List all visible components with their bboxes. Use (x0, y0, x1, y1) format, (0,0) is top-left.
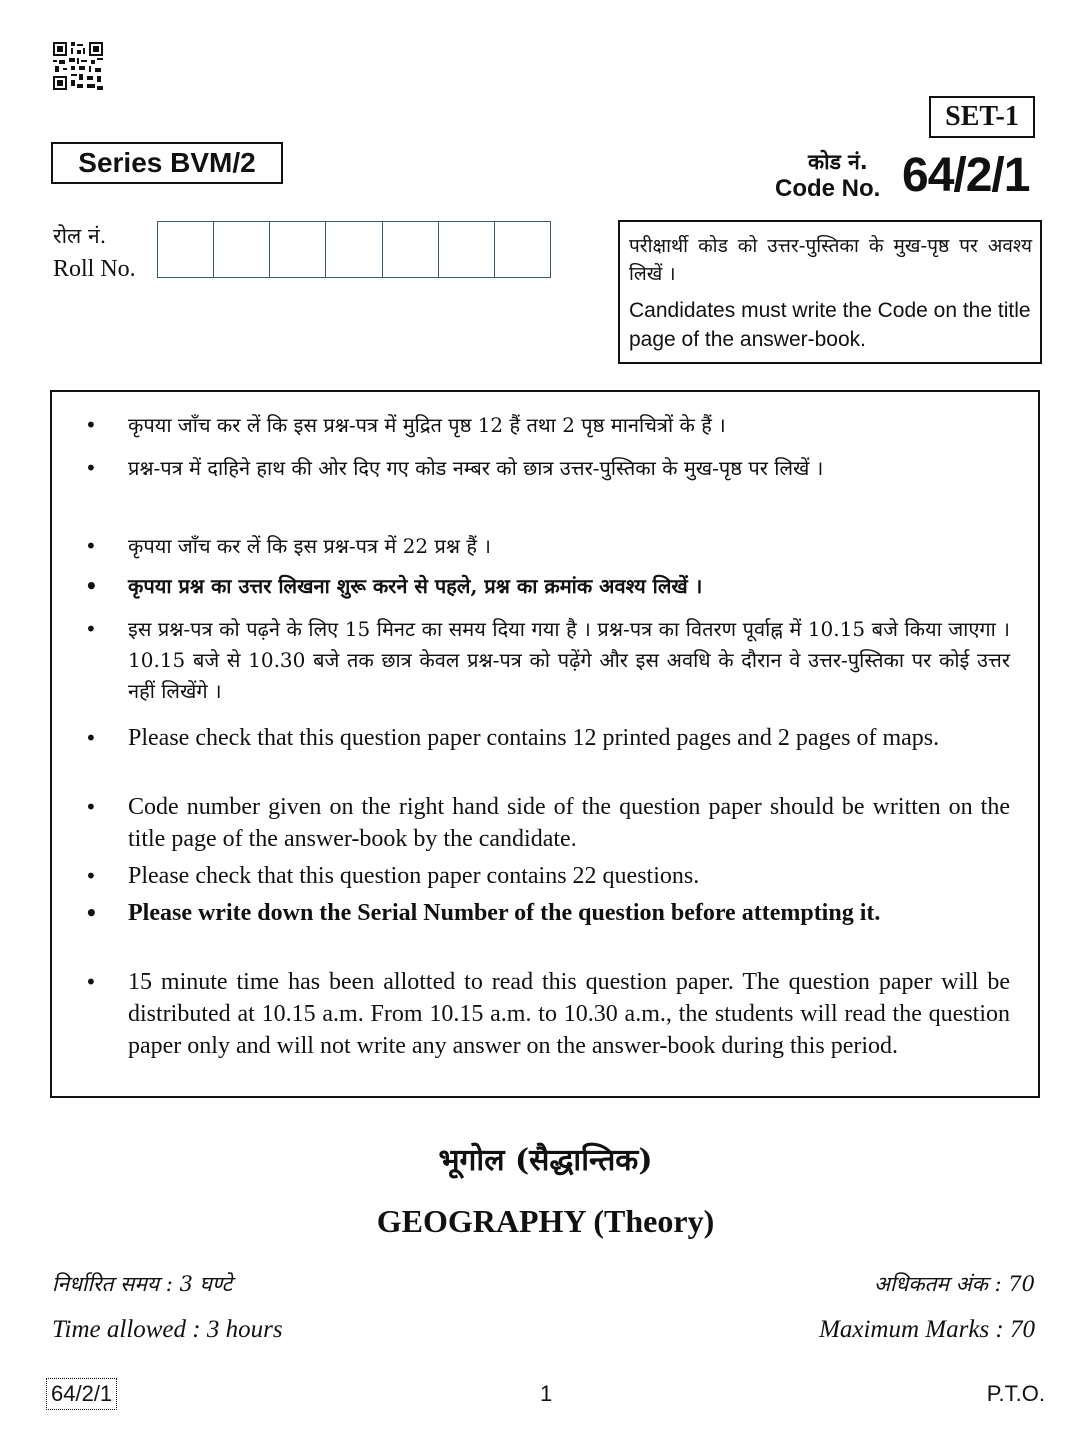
instruction-item: • 15 minute time has been allotted to read this question paper. The question paper will be distributed at 10.15 a.m. From 10.15 a.m. to 10.30 a.m., the students will read the question paper only and will not write any answer on the answer-book during this period. (128, 966, 1010, 1062)
instruction-item: • Please check that this question paper contains 22 questions. (128, 860, 1010, 892)
instruction-item: • इस प्रश्न-पत्र को पढ़ने के लिए 15 मिनट का समय दिया गया है । प्रश्न-पत्र का वितरण पूर्वाह्न में 10.15 बजे किया जाएगा । 10.15 बजे से 10.30 बजे तक छात्र केवल प्रश्न-पत्र को पढ़ेंगे और इस अवधि के दौरान वे उत्तर-पुस्तिका पर कोई उत्तर नहीं लिखेंगे । (128, 614, 1010, 707)
qr-code-icon (53, 42, 103, 90)
pto-label: P.T.O. (986, 1381, 1045, 1406)
instruction-item: • Please check that this question paper contains 12 printed pages and 2 pages of maps. (128, 722, 1010, 754)
code-number: 64/2/1 (902, 149, 1030, 202)
instructions-box (50, 390, 1040, 1098)
roll-digit-box[interactable] (158, 222, 214, 277)
instruction-item: • Please write down the Serial Number of the question before attempting it. (128, 897, 1010, 929)
instruction-item: • कृपया प्रश्न का उत्तर लिखना शुरू करने से पहले, प्रश्न का क्रमांक अवश्य लिखें । (128, 571, 1010, 602)
code-label-english: Code No. (775, 175, 881, 202)
instruction-item: • प्रश्न-पत्र में दाहिने हाथ की ओर दिए गए कोड नम्बर को छात्र उत्तर-पुस्तिका के मुख-पृष्ठ पर लिखें । (128, 453, 1010, 484)
roll-label-hindi: रोल नं. (53, 224, 107, 248)
roll-digit-box[interactable] (439, 222, 495, 277)
candidate-note-english: Candidates must write the Code on the title page of the answer-book. (629, 299, 1031, 351)
subject-title-hindi: भूगोल (सैद्धान्तिक) (438, 1143, 653, 1178)
set-label: SET-1 (929, 96, 1035, 138)
roll-digit-box[interactable] (214, 222, 270, 277)
roll-label-english: Roll No. (53, 256, 136, 282)
code-label-hindi: कोड नं. (808, 150, 868, 174)
time-allowed-english: Time allowed : 3 hours (52, 1316, 283, 1343)
roll-digit-box[interactable] (383, 222, 439, 277)
roll-number-boxes[interactable] (157, 221, 551, 278)
maximum-marks-hindi: अधिकतम अंक : 70 (873, 1272, 1035, 1296)
series-label: Series BVM/2 (51, 142, 283, 184)
candidate-note-hindi: परीक्षार्थी कोड को उत्तर-पुस्तिका के मुख-पृष्ठ पर अवश्य लिखें । (629, 235, 1032, 285)
instruction-item: • Code number given on the right hand side of the question paper should be written on the title page of the answer-book by the candidate. (128, 791, 1010, 855)
page-number: 1 (540, 1381, 553, 1406)
subject-title-english: GEOGRAPHY (Theory) (376, 1203, 715, 1239)
time-allowed-hindi: निर्धारित समय : 3 घण्टे (52, 1272, 233, 1296)
candidate-note (618, 220, 1042, 364)
roll-digit-box[interactable] (495, 222, 550, 277)
roll-digit-box[interactable] (326, 222, 382, 277)
footer-code: 64/2/1 (46, 1378, 117, 1410)
instruction-item: • कृपया जाँच कर लें कि इस प्रश्न-पत्र में मुद्रित पृष्ठ 12 हैं तथा 2 पृष्ठ मानचित्रों के हैं । (128, 410, 1010, 441)
maximum-marks-english: Maximum Marks : 70 (819, 1316, 1035, 1343)
instruction-item: • कृपया जाँच कर लें कि इस प्रश्न-पत्र में 22 प्रश्न हैं । (128, 531, 1010, 562)
roll-digit-box[interactable] (270, 222, 326, 277)
